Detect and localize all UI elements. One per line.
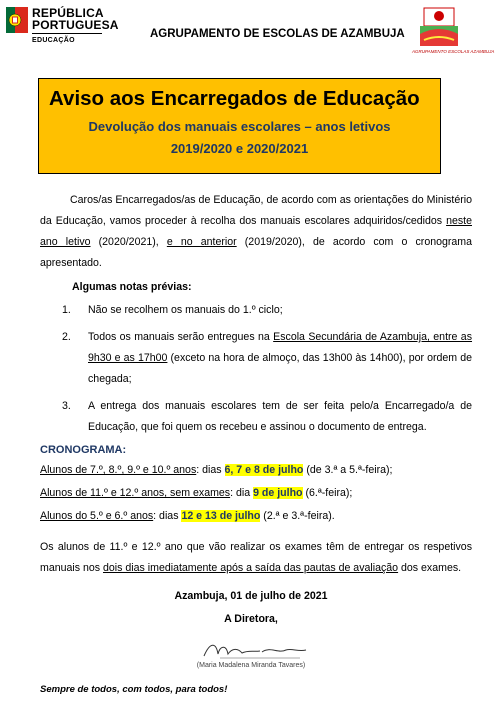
list-item-text: Todos os manuais serão entregues na xyxy=(88,331,274,343)
notice-subtitle-1: Devolução dos manuais escolares – anos letivos xyxy=(88,119,391,134)
cronograma-row-5-6 xyxy=(40,510,335,522)
intro-text-1: Caros/as Encarregados/as de Educação, de acordo com as orientações do Ministério da Educação, vamos proceder à recolha dos manuais escolares adquiridos/cedidos xyxy=(40,194,472,227)
list-item xyxy=(62,396,472,438)
notice-banner xyxy=(38,78,441,174)
intro-text-3: (2019/2020), de acordo com o cronograma apresentado. xyxy=(40,236,473,269)
page-header xyxy=(0,0,502,64)
date-place: Azambuja, 01 de julho de 2021 xyxy=(174,590,328,602)
cronograma-date-highlight: 6, 7 e 8 de julho xyxy=(224,464,304,476)
intro-underline-1: neste ano letivo xyxy=(40,215,472,248)
school-name: AGRUPAMENTO DE ESCOLAS DE AZAMBUJA xyxy=(150,28,405,40)
cronograma-row-11-12 xyxy=(40,487,352,499)
list-item-underline: Escola Secundária de Azambuja, entre as 9h30 e as 17h00 xyxy=(88,331,473,364)
cronograma-label: Alunos de 7.º, 8.º, 9.º e 10.º anos xyxy=(40,464,197,476)
cronograma-post: (de 3.ª a 5.ª-feira); xyxy=(303,464,393,476)
list-item-text-end: (exceto na hora de almoço, das 13h00 às 14h00), por ordem de chegada; xyxy=(88,352,473,385)
final-text-1: Os alunos de 11.º e 12.º ano que vão realizar os exames têm de entregar os respetivos manuais nos xyxy=(40,541,472,574)
final-underline: dois dias imediatamente após a saída das pautas de avaliação xyxy=(103,562,399,574)
republica-portuguesa-logo xyxy=(6,7,119,44)
list-item xyxy=(62,327,472,390)
cronograma-label: Alunos do 5.º e 6.º anos xyxy=(40,510,154,522)
list-item-number: 2. xyxy=(62,331,71,343)
list-item xyxy=(62,300,472,321)
cronograma-label: Alunos de 11.º e 12.º anos, sem exames xyxy=(40,487,231,499)
logo-line-republica: REPÚBLICA xyxy=(32,6,104,20)
list-item-number: 1. xyxy=(62,304,71,316)
notes-title: Algumas notas prévias: xyxy=(72,281,192,293)
signature-icon xyxy=(200,638,310,662)
notice-title: Aviso aos Encarregados de Educação xyxy=(49,87,420,110)
intro-underline-2: e no anterior xyxy=(166,236,237,248)
final-text-2: dos exames. xyxy=(398,562,462,574)
cronograma-pre: : dias xyxy=(153,510,182,522)
list-item-text: A entrega dos manuais escolares tem de ser feita pelo/a Encarregado/a de Educação, que foi quem os recebeu e assinou o documento de entrega. xyxy=(88,400,472,433)
list-item-number: 3. xyxy=(62,400,71,412)
intro-text-2: (2020/2021), xyxy=(90,236,167,248)
portuguese-flag-emblem-icon xyxy=(6,7,28,33)
cronograma-title: CRONOGRAMA: xyxy=(40,444,127,456)
cronograma-row-7-10 xyxy=(40,464,393,476)
logo-line-portuguesa: PORTUGUESA xyxy=(32,18,119,32)
notice-subtitle-2: 2019/2020 e 2020/2021 xyxy=(170,141,309,156)
logo-line-educacao: EDUCAÇÃO xyxy=(32,37,75,44)
cronograma-date-highlight: 9 de julho xyxy=(253,487,303,499)
final-paragraph xyxy=(40,537,472,579)
intro-paragraph xyxy=(40,190,472,274)
list-item-text: Não se recolhem os manuais do 1.º ciclo; xyxy=(88,304,283,316)
signature-name: (Maria Madalena Miranda Tavares) xyxy=(196,662,306,669)
cronograma-date-highlight: 12 e 13 de julho xyxy=(181,510,261,522)
motto: Sempre de todos, com todos, para todos! xyxy=(40,684,228,695)
cronograma-post: (6.ª-feira); xyxy=(302,487,353,499)
director-title: A Diretora, xyxy=(224,613,278,625)
notes-list xyxy=(62,300,472,444)
school-logo-text: AGRUPAMENTO ESCOLAS AZAMBUJA xyxy=(412,49,495,54)
cronograma-post: (2.ª e 3.ª-feira). xyxy=(260,510,335,522)
cronograma-pre: : dias xyxy=(196,464,225,476)
cronograma-pre: : dia xyxy=(230,487,254,499)
